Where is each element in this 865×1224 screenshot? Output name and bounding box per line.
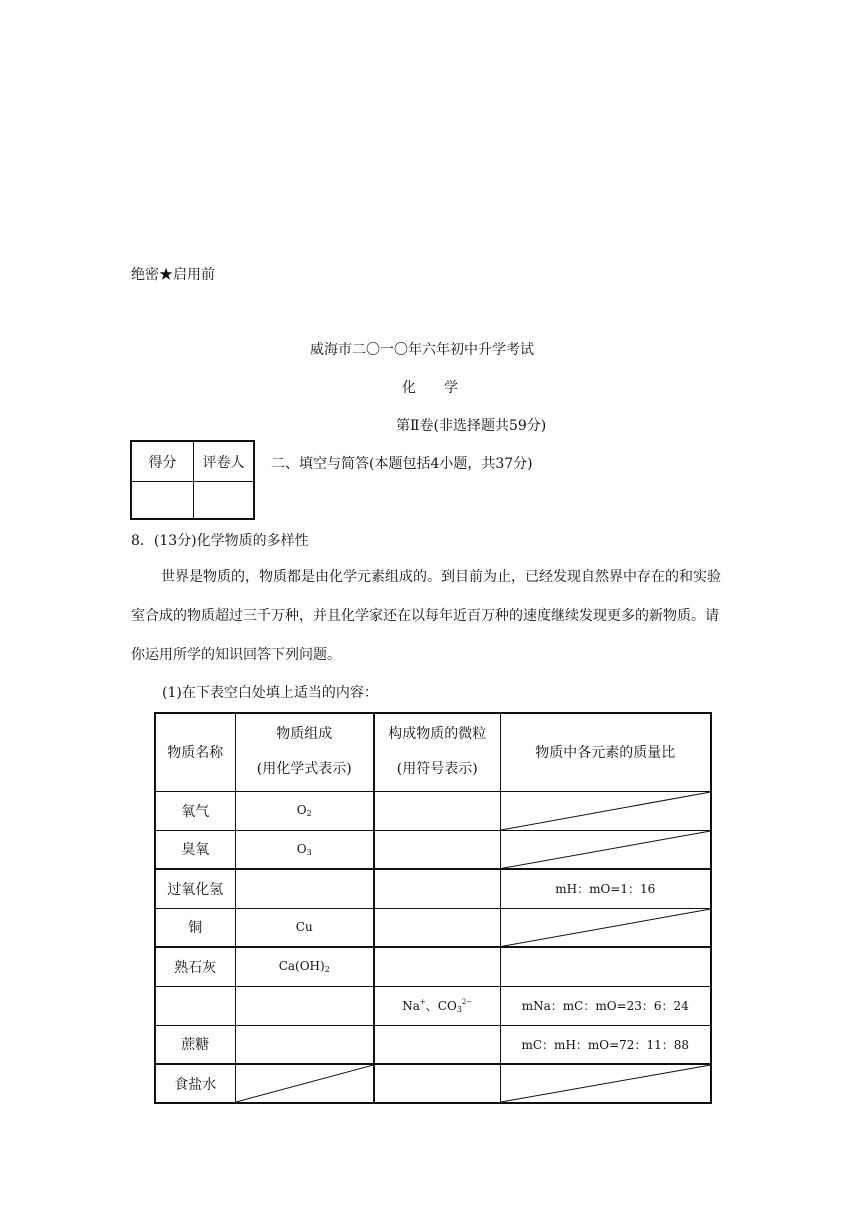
substance-table <box>154 712 712 1104</box>
row-formula-slashed <box>235 1064 374 1103</box>
table-row <box>155 986 711 1025</box>
row-name: 铜 <box>155 908 235 947</box>
slash-line <box>501 1065 711 1102</box>
row-name: 过氧化氢 <box>155 869 235 908</box>
slash-line <box>501 831 711 869</box>
header-composition-line2: (用化学式表示) <box>256 761 352 778</box>
sub-question-1: (1)在下表空白处填上适当的内容： <box>162 685 378 701</box>
row-particles[interactable] <box>374 908 500 947</box>
subject-title: 化 学 <box>402 380 458 396</box>
row-formula[interactable] <box>235 1025 374 1064</box>
table-row <box>155 1025 711 1064</box>
row-ratio: mH：mO=1：16 <box>500 869 711 908</box>
row-particles[interactable] <box>374 947 500 986</box>
table-header-row <box>155 713 711 791</box>
header-particles-line2: (用符号表示) <box>396 761 478 778</box>
grader-input-cell[interactable] <box>194 482 253 518</box>
score-label: 得分 <box>148 454 177 471</box>
question-paragraph: 世界是物质的，物质都是由化学元素组成的。到目前为止，已经发现自然界中存在的和实验室合成的物质超过三千万种，并且化学家还在以每年近百万种的速度继续发现更多的新物质。请你运用所学的知识回答下列问题。 <box>131 569 721 663</box>
row-name: 食盐水 <box>155 1064 235 1103</box>
grader-label-cell <box>194 442 253 482</box>
row-particles[interactable] <box>374 791 500 830</box>
row-particles[interactable] <box>374 830 500 869</box>
row-ratio-slashed <box>500 830 711 869</box>
row-formula[interactable] <box>235 986 374 1025</box>
question-title: 8．(13分)化学物质的多样性 <box>131 533 309 549</box>
table-row <box>155 1064 711 1103</box>
row-particles[interactable] <box>374 869 500 908</box>
table-row <box>155 791 711 830</box>
row-name: 蔗糖 <box>155 1025 235 1064</box>
row-particles[interactable] <box>374 1064 500 1103</box>
row-ratio-slashed <box>500 1064 711 1103</box>
volume-title: 第Ⅱ卷(非选择题共59分) <box>396 418 547 434</box>
row-formula: $Ca(OH)_2$ <box>235 947 374 986</box>
exam-title: 威海市二〇一〇年六年初中升学考试 <box>310 342 534 358</box>
score-box <box>130 440 255 520</box>
row-ratio: mC：mH：mO=72：11：88 <box>500 1025 711 1064</box>
table-row <box>155 830 711 869</box>
row-ratio-slashed <box>500 908 711 947</box>
row-formula[interactable] <box>235 869 374 908</box>
row-ratio-slashed <box>500 791 711 830</box>
table-row <box>155 908 711 947</box>
row-particles: Na+、$CO_3^{2-}$ <box>374 986 500 1025</box>
row-ratio: mNa：mC：mO=23：6：24 <box>500 986 711 1025</box>
slash-line <box>501 792 711 830</box>
row-name[interactable] <box>155 986 235 1025</box>
header-composition-line1: 物质组成 <box>276 726 333 743</box>
row-name: 氧气 <box>155 791 235 830</box>
header-mass-ratio: 物质中各元素的质量比 <box>500 713 711 791</box>
header-name: 物质名称 <box>155 713 235 791</box>
row-name: 熟石灰 <box>155 947 235 986</box>
row-ratio[interactable] <box>500 947 711 986</box>
table-row <box>155 869 711 908</box>
row-name: 臭氧 <box>155 830 235 869</box>
grader-label: 评卷人 <box>202 454 245 471</box>
slash-line <box>501 909 711 947</box>
header-composition <box>235 713 374 791</box>
row-particles[interactable] <box>374 1025 500 1064</box>
secret-label: 绝密★启用前 <box>131 267 215 283</box>
table-row <box>155 947 711 986</box>
section-heading: 二、填空与简答(本题包括4小题，共37分) <box>271 456 533 472</box>
header-particles-line1: 构成物质的微粒 <box>388 726 487 743</box>
row-formula: Cu <box>235 908 374 947</box>
score-label-cell <box>132 442 194 482</box>
row-formula: $O_2$ <box>235 791 374 830</box>
slash-line <box>236 1065 374 1102</box>
row-formula: $O_3$ <box>235 830 374 869</box>
score-input-cell[interactable] <box>132 482 194 518</box>
header-particles <box>374 713 500 791</box>
